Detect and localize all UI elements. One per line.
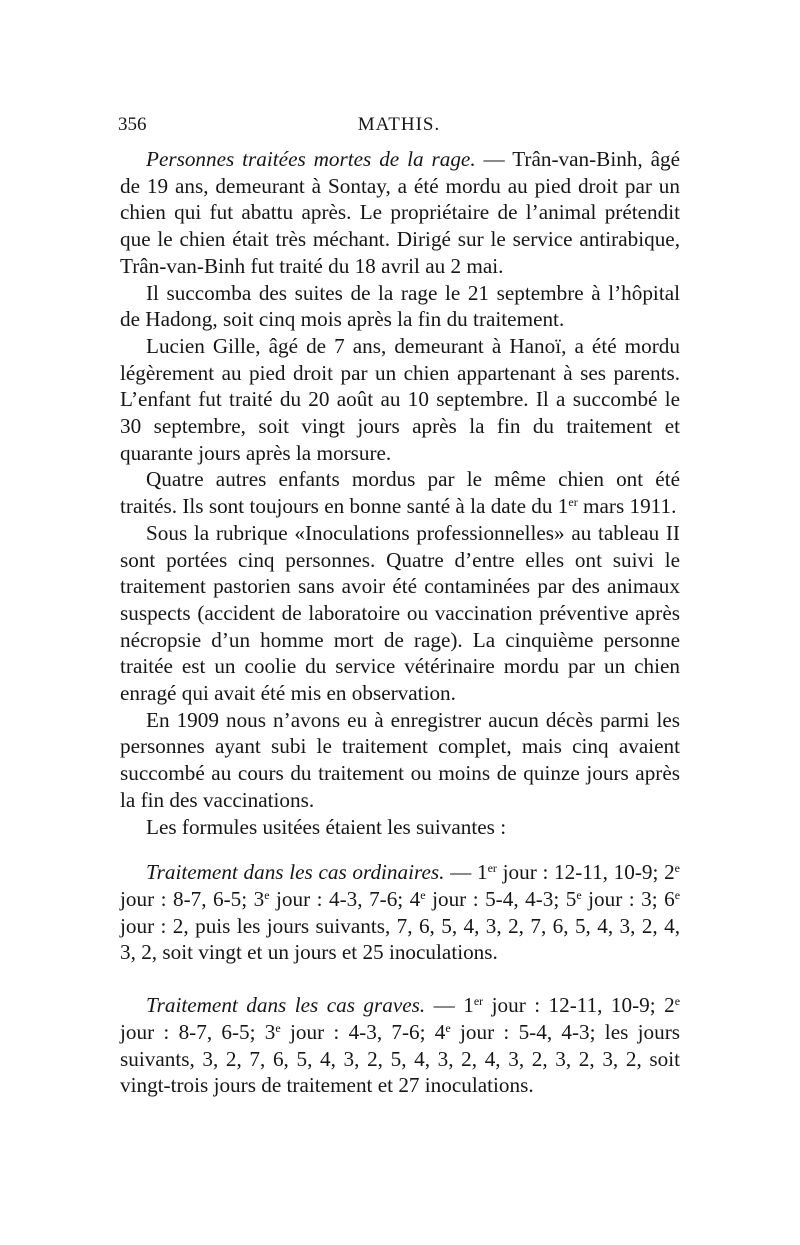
formula-text: jour : 4-3, 7-6; 4 [280,1019,446,1044]
superscript: e [420,887,426,902]
superscript: e [445,1020,451,1035]
paragraph: Sous la rubrique «Inoculations professionnelles» au tableau II sont portées cinq personnes. Quatre d’entre elles ont suivi le traitement pastorien sans avoir été contaminées par des animaux suspects (accident de laboratoire ou vaccination préventive après nécropsie d’un homme mort de rage). La cinquième personne traitée est un coolie du service vétérinaire mordu par un chien enragé qui avait été mis en observation. [120,520,680,706]
formula-ordinary [120,859,680,966]
formula-text: jour : 12-11, 10-9; 2 [483,993,675,1018]
superscript: e [674,861,680,876]
page-header [118,114,680,144]
superscript: e [576,887,582,902]
paragraph: Il succomba des suites de la rage le 21 septembre à l’hôpital de Hadong, soit cinq mois après la fin du traitement. [120,280,680,332]
paragraph-text: — Trân-van-Binh, âgé de 19 ans, demeurant à Sontay, a été mordu au pied droit par un chien qui fut abattu après. Le propriétaire de l’animal prétendit que le chien était très méchant. Dirigé sur le service antirabique, Trân-van-Binh fut traité du 18 avril au 2 mai. [120,147,680,278]
formula-text: — 1 [444,860,488,885]
formula-severe [120,992,680,1099]
paragraph: Lucien Gille, âgé de 7 ans, demeurant à Hanoï, a été mordu légèrement au pied droit par un chien appartenant à ses parents. L’enfant fut traité du 20 août au 10 septembre. Il a succombé le 30 septembre, soit vingt jours après la fin du traitement et quarante jours après la morsure. [120,333,680,465]
formula-text: jour : 3; 6 [581,886,675,911]
superscript: e [264,887,270,902]
formula-title: Traitement dans les cas ordinaires. [146,860,445,885]
superscript: er [487,861,497,876]
formula-text: jour : 8-7, 6-5; 3 [120,1019,276,1044]
formula-text: jour : 5-4, 4-3; 5 [425,886,577,911]
paragraph [120,466,680,519]
superscript: e [275,1020,281,1035]
formula-text: jour : 8-7, 6-5; 3 [120,886,265,911]
body-text [120,146,680,1099]
paragraph: En 1909 nous n’avons eu à enregistrer aucun décès parmi les personnes ayant subi le traitement complet, mais cinq avaient succombé au cours du traitement ou moins de quinze jours après la fin des vaccinations. [120,707,680,812]
page-number: 356 [118,114,147,135]
formula-text: — 1 [425,993,474,1018]
superscript: e [674,994,681,1009]
paragraph: Les formules usitées étaient les suivantes : [146,814,507,839]
running-head: MATHIS. [357,114,441,135]
superscript: er [473,994,484,1009]
formula-text: jour : 2, puis les jours suivants, 7, 6, 5, 4, 3, 2, 7, 6, 5, 4, 3, 2, 4, 3, 2, soit vingt et un jours et 25 inoculations. [120,913,680,965]
superscript: e [674,887,681,902]
paragraph [120,146,680,280]
section-title: Personnes traitées mortes de la rage. [146,147,476,171]
formula-text: jour : 12-11, 10-9; 2 [496,860,675,885]
formula-title: Traitement dans les cas graves. [146,993,426,1018]
paragraph-text: mars 1911. [577,494,677,519]
paragraph-text: Quatre autres enfants mordus par le même chien ont été traités. Ils sont toujours en bonne santé à la date du 1 [120,467,680,519]
formula-text: jour : 4-3, 7-6; 4 [269,886,421,911]
formula-text: jour : 5-4, 4-3; les jours suivants, 3, 2, 7, 6, 5, 4, 3, 2, 5, 4, 3, 2, 4, 3, 2, 3, 2, 3, 2, soit vingt-trois jours de traitement et 27 inoculations. [120,1019,680,1098]
superscript: er [568,495,578,510]
